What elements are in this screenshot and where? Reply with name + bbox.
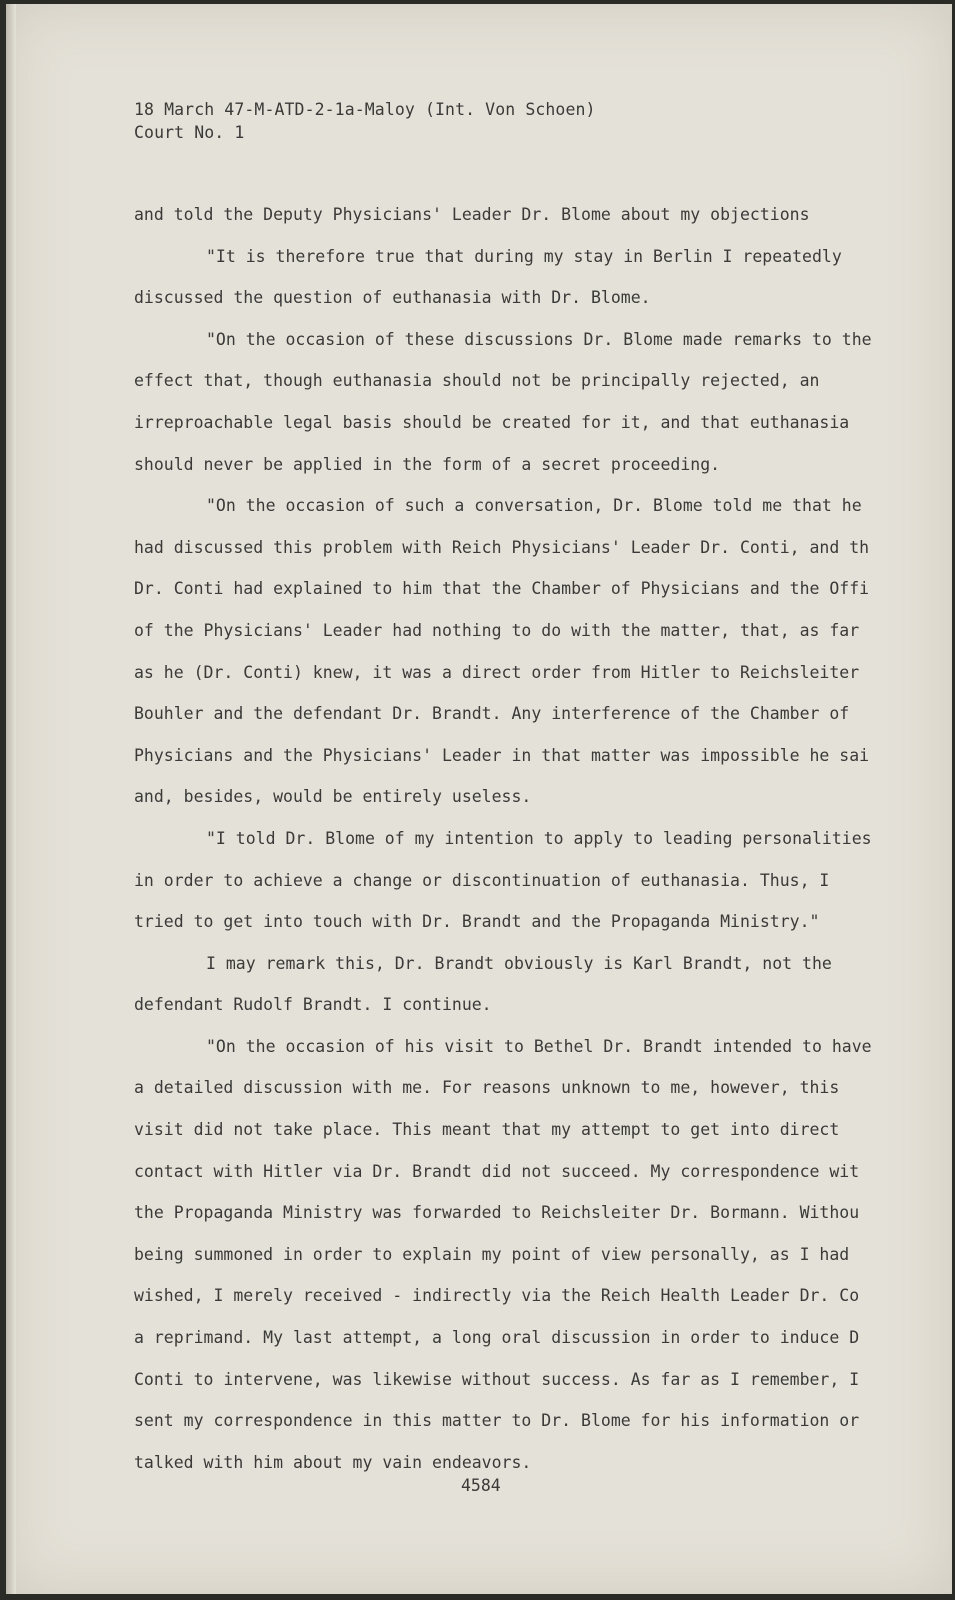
document-body bbox=[134, 194, 954, 1483]
text-line: Dr. Conti had explained to him that the Chamber of Physicians and the Offi bbox=[134, 579, 870, 599]
header-court: Court No. 1 bbox=[134, 123, 245, 142]
text-line: a detailed discussion with me. For reasons unknown to me, however, this bbox=[134, 1078, 840, 1098]
text-line: and, besides, would be entirely useless. bbox=[134, 787, 532, 807]
text-line: irreproachable legal basis should be created for it, and that euthanasia bbox=[134, 412, 850, 432]
text-line: Conti to intervene, was likewise without success. As far as I remember, I bbox=[134, 1369, 860, 1389]
text-line: "On the occasion of these discussions Dr. Blome made remarks to the bbox=[206, 329, 872, 349]
text-line: tried to get into touch with Dr. Brandt and the Propaganda Ministry." bbox=[134, 912, 820, 932]
text-line: "On the occasion of such a conversation, Dr. Blome told me that he bbox=[206, 496, 862, 516]
text-line: Bouhler and the defendant Dr. Brandt. Any interference of the Chamber of bbox=[134, 704, 850, 724]
text-line: sent my correspondence in this matter to Dr. Blome for his information or bbox=[134, 1411, 860, 1431]
text-line: as he (Dr. Conti) knew, it was a direct order from Hitler to Reichsleiter bbox=[134, 662, 860, 682]
text-line: "It is therefore true that during my stay in Berlin I repeatedly bbox=[206, 246, 842, 266]
text-line: contact with Hitler via Dr. Brandt did not succeed. My correspondence wit bbox=[134, 1161, 860, 1181]
text-line: visit did not take place. This meant that my attempt to get into direct bbox=[134, 1120, 840, 1140]
text-line: of the Physicians' Leader had nothing to do with the matter, that, as far bbox=[134, 620, 860, 640]
text-line: the Propaganda Ministry was forwarded to Reichsleiter Dr. Bormann. Withou bbox=[134, 1203, 860, 1223]
text-line: being summoned in order to explain my point of view personally, as I had bbox=[134, 1244, 850, 1264]
text-line: effect that, though euthanasia should not be principally rejected, an bbox=[134, 371, 820, 391]
text-line: talked with him about my vain endeavors. bbox=[134, 1452, 532, 1472]
text-line: "I told Dr. Blome of my intention to apply to leading personalities bbox=[206, 828, 872, 848]
text-line: defendant Rudolf Brandt. I continue. bbox=[134, 995, 492, 1015]
text-line: in order to achieve a change or discontinuation of euthanasia. Thus, I bbox=[134, 870, 830, 890]
text-line: I may remark this, Dr. Brandt obviously is Karl Brandt, not the bbox=[206, 953, 832, 973]
text-line: and told the Deputy Physicians' Leader Dr. Blome about my objections bbox=[134, 205, 810, 224]
text-line: Physicians and the Physicians' Leader in that matter was impossible he sai bbox=[134, 745, 870, 765]
document-header bbox=[134, 98, 934, 144]
text-line: should never be applied in the form of a secret proceeding. bbox=[134, 454, 721, 474]
text-line: a reprimand. My last attempt, a long oral discussion in order to induce D bbox=[134, 1328, 860, 1348]
page-edge-shadow bbox=[6, 4, 16, 1594]
text-line: discussed the question of euthanasia with Dr. Blome. bbox=[134, 288, 651, 308]
document-page bbox=[6, 4, 952, 1594]
text-line: had discussed this problem with Reich Physicians' Leader Dr. Conti, and th bbox=[134, 537, 870, 557]
page-number: 4584 bbox=[461, 1476, 501, 1495]
text-line: wished, I merely received - indirectly via the Reich Health Leader Dr. Co bbox=[134, 1286, 860, 1306]
text-line: "On the occasion of his visit to Bethel Dr. Brandt intended to have bbox=[206, 1036, 872, 1056]
header-reference: 18 March 47-M-ATD-2-1a-Maloy (Int. Von Schoen) bbox=[134, 100, 596, 119]
